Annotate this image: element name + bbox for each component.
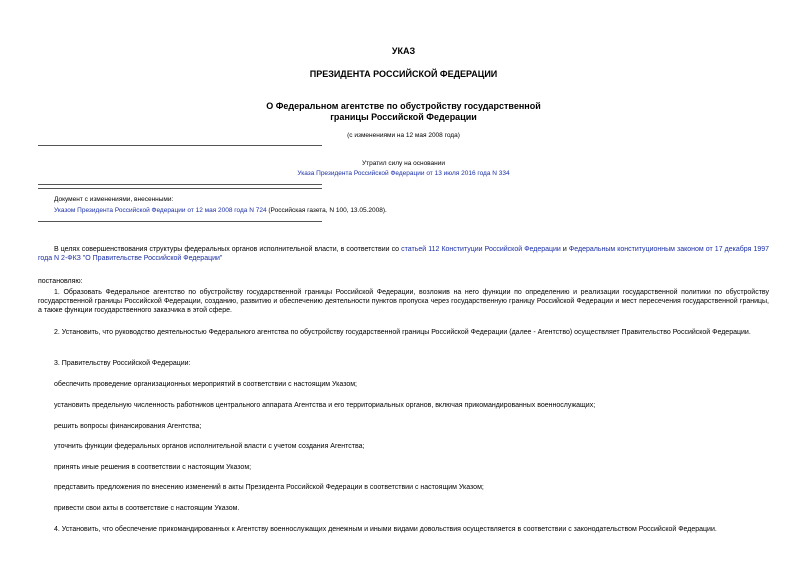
list-item: принять иные решения в соответствии с настоящим Указом; bbox=[54, 464, 252, 471]
list-item: представить предложения по внесению изменений в акты Президента Российской Федерации в соответствии с настоящим Указом; bbox=[54, 484, 484, 491]
doc-subject bbox=[0, 101, 807, 123]
divider bbox=[38, 221, 322, 222]
doc-title: УКАЗ bbox=[391, 46, 416, 56]
preamble-conj: и bbox=[560, 246, 569, 253]
divider bbox=[38, 145, 322, 146]
list-item: уточнить функции федеральных органов исполнительной власти с учетом создания Агентства; bbox=[54, 443, 365, 450]
repeal-link[interactable]: Указа Президента Российской Федерации от 13 июля 2016 года N 334 bbox=[297, 170, 510, 177]
paragraph-3: 3. Правительству Российской Федерации: bbox=[54, 360, 191, 367]
constitution-link[interactable]: статьей 112 Конституции Российской Федерации bbox=[401, 246, 561, 253]
preamble-text: В целях совершенствования структуры федеральных органов исполнительной власти, в соответствии со bbox=[54, 246, 402, 253]
divider bbox=[38, 188, 322, 189]
decree-word: постановляю: bbox=[38, 278, 83, 285]
paragraph-2: 2. Установить, что руководство деятельностью Федерального агентства по обустройству государственной границы Российской Федерации (далее - Агентство) осуществляет Правительство Российской Федерации. bbox=[54, 329, 751, 336]
doc-issuer: ПРЕЗИДЕНТА РОССИЙСКОЙ ФЕДЕРАЦИИ bbox=[309, 69, 498, 79]
amendment-note: (с изменениями на 12 мая 2008 года) bbox=[347, 132, 460, 139]
changes-line bbox=[54, 206, 387, 215]
law-link[interactable]: Федеральным конституционным законом от 17 декабря 1997 года N 2-ФКЗ "О Правительстве Российской Федерации" bbox=[38, 246, 770, 262]
list-item: привести свои акты в соответствие с настоящим Указом. bbox=[54, 505, 240, 512]
changes-label: Документ с изменениями, внесенными: bbox=[54, 196, 174, 203]
list-item: обеспечить проведение организационных мероприятий в соответствии с настоящим Указом; bbox=[54, 381, 357, 388]
divider bbox=[38, 184, 322, 185]
changes-source: (Российская газета, N 100, 13.05.2008). bbox=[266, 207, 387, 214]
list-item: установить предельную численность работников центрального аппарата Агентства и его территориальных органов, включая прикомандированных военнослужащих; bbox=[54, 402, 596, 409]
preamble bbox=[38, 245, 769, 263]
doc-subject-line1: О Федеральном агентстве по обустройству государственной bbox=[266, 101, 541, 111]
repeal-note: Утратил силу на основании bbox=[361, 160, 446, 167]
paragraph-1: 1. Образовать Федеральное агентство по обустройству государственной границы Российской Федерации, возложив на него функции по определению и реализации государственной политики по обустройству государственной границы Российской Федерации, созданию, развитию и обеспечению деятельности пунктов пропуска через государственную границу Российской Федерации и мест пересечения государственной границы, а также функции государственного заказчика в этой сфере. bbox=[38, 289, 769, 314]
paragraph-4: 4. Установить, что обеспечение прикомандированных к Агентству военнослужащих денежным и иными видами довольствия осуществляется в соответствии с законодательством Российской Федерации. bbox=[54, 526, 717, 533]
list-item: решить вопросы финансирования Агентства; bbox=[54, 423, 202, 430]
doc-subject-line2: границы Российской Федерации bbox=[330, 112, 477, 122]
changes-link[interactable]: Указом Президента Российской Федерации от 12 мая 2008 года N 724 bbox=[54, 207, 267, 214]
